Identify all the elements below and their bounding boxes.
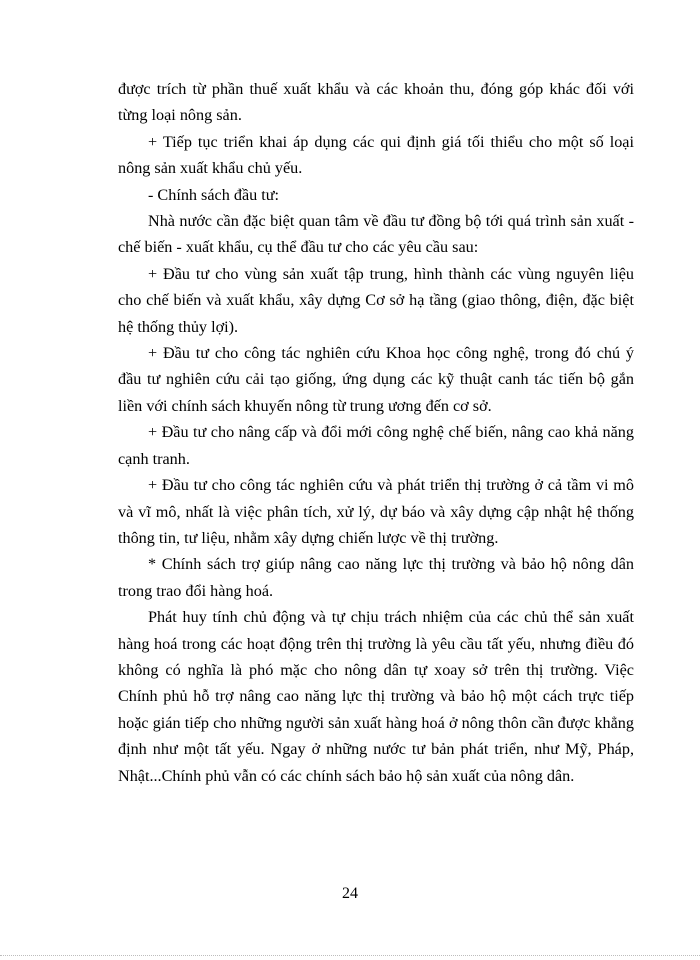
page-number: 24 xyxy=(342,885,358,902)
document-body xyxy=(118,76,634,789)
paragraph: Phát huy tính chủ động và tự chịu trách nhiệm của các chủ thể sản xuất hàng hoá trong các hoạt động trên thị trường là yêu cầu tất yếu, nhưng điều đó không có nghĩa là phó mặc cho nông dân tự xoay sở trên thị trường. Việc Chính phủ hỗ trợ nâng cao năng lực thị trường và bảo hộ một cách trực tiếp hoặc gián tiếp cho những người sản xuất hàng hoá ở nông thôn cần được khẳng định như một tất yếu. Ngay ở những nước tư bản phát triển, như Mỹ, Pháp, Nhật...Chính phủ vẫn có các chính sách bảo hộ sản xuất của nông dân. xyxy=(118,608,634,785)
paragraph: + Đầu tư cho công tác nghiên cứu và phát triển thị trường ở cả tầm vi mô và vĩ mô, nhất là việc phân tích, xử lý, dự báo và xây dựng cập nhật hệ thống thông tin, tư liệu, nhằm xây dựng chiến lược về thị trường. xyxy=(118,476,634,547)
paragraph: Nhà nước cần đặc biệt quan tâm về đầu tư đồng bộ tới quá trình sản xuất - chế biến - xuất khẩu, cụ thể đầu tư cho các yêu cầu sau: xyxy=(118,212,634,257)
paragraph: + Đầu tư cho nâng cấp và đổi mới công nghệ chế biến, nâng cao khả năng cạnh tranh. xyxy=(118,423,634,468)
paragraph: được trích từ phần thuế xuất khẩu và các khoản thu, đóng góp khác đối với từng loại nông sản. xyxy=(118,80,634,125)
section-heading: * Chính sách trợ giúp nâng cao năng lực thị trường và bảo hộ nông dân trong trao đổi hàng hoá. xyxy=(118,555,634,600)
paragraph: + Đầu tư cho công tác nghiên cứu Khoa học công nghệ, trong đó chú ý đầu tư nghiên cứu cải tạo giống, ứng dụng các kỹ thuật canh tác tiến bộ gắn liền với chính sách khuyến nông từ trung ương đến cơ sở. xyxy=(118,344,634,415)
section-heading: - Chính sách đầu tư: xyxy=(148,185,280,204)
paragraph: + Đầu tư cho vùng sản xuất tập trung, hình thành các vùng nguyên liệu cho chế biến và xuất khẩu, xây dựng Cơ sở hạ tầng (giao thông, điện, đặc biệt hệ thống thủy lợi). xyxy=(118,264,634,336)
paragraph: + Tiếp tục triển khai áp dụng các qui định giá tối thiểu cho một số loại nông sản xuất khẩu chủ yếu. xyxy=(118,132,634,178)
page-bottom-divider xyxy=(0,955,700,956)
